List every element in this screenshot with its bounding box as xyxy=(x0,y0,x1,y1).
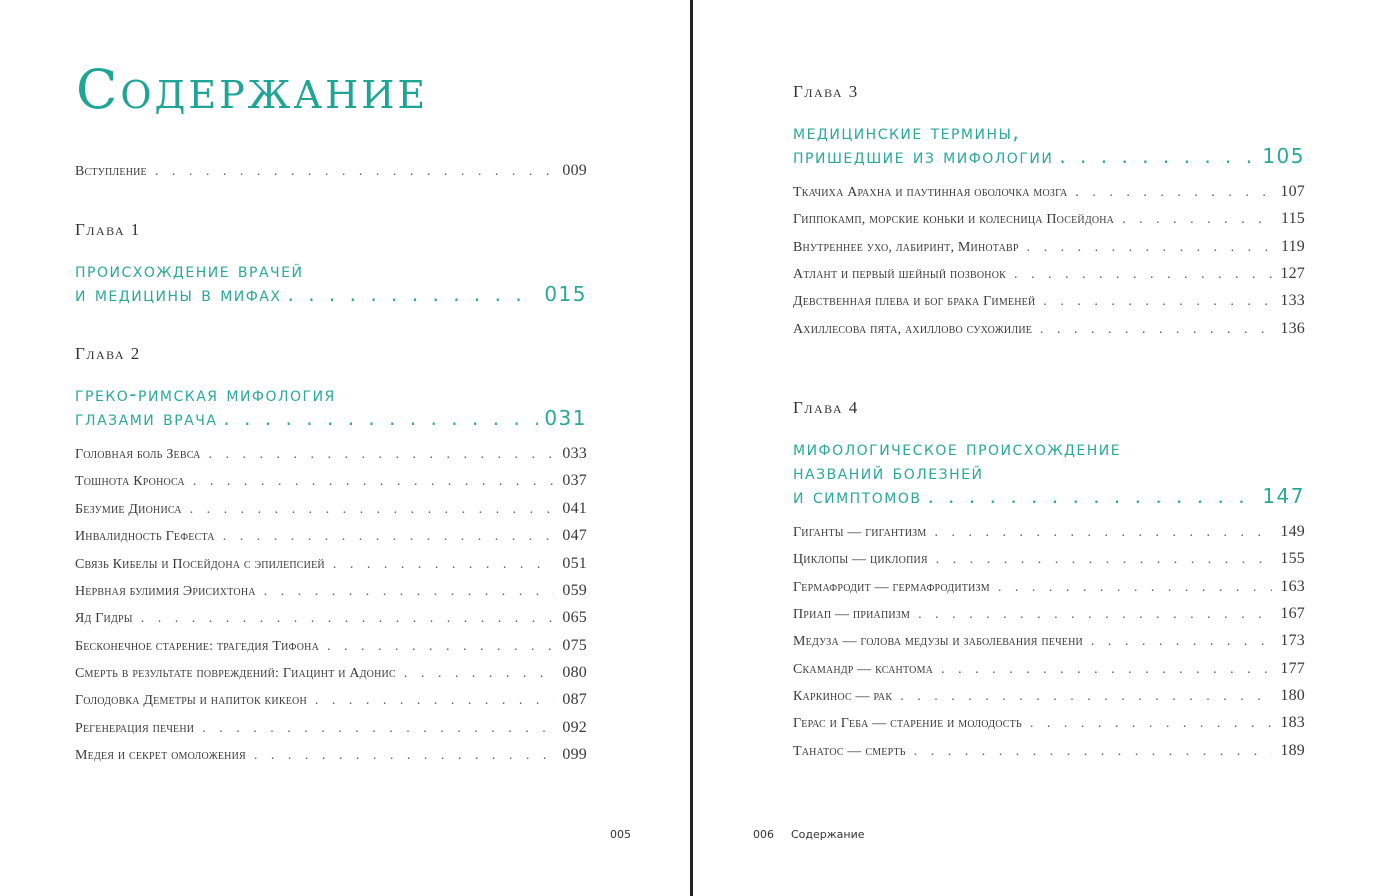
dot-leader xyxy=(900,689,1272,705)
entry-page: 080 xyxy=(562,664,587,681)
dot-leader xyxy=(1091,634,1272,650)
heading-line: и медицины в мифах xyxy=(75,282,282,306)
entry-page: 037 xyxy=(562,472,587,489)
entry-label: Смерть в результате повреждений: Гиацинт и Адонис xyxy=(75,666,396,681)
dot-leader xyxy=(936,552,1273,568)
chapter-1-label: Глава 1 xyxy=(75,220,141,239)
toc-entry[interactable] xyxy=(793,523,1305,541)
dot-leader xyxy=(193,474,555,490)
entry-page: 177 xyxy=(1280,660,1305,677)
entry-page: 133 xyxy=(1280,292,1305,309)
entry-label: Внутреннее ухо, лабиринт, Минотавр xyxy=(793,240,1019,255)
entry-page: 163 xyxy=(1280,578,1305,595)
chapter-page: 105 xyxy=(1262,144,1305,168)
entry-label: Гиппокамп, морские коньки и колесница Посейдона xyxy=(793,212,1115,227)
entry-page: 127 xyxy=(1280,265,1305,282)
heading-line: медицинские термины, xyxy=(793,120,1021,144)
entry-page: 065 xyxy=(562,609,587,626)
entry-page: 059 xyxy=(562,582,587,599)
entry-label: Инвалидность Гефеста xyxy=(75,529,215,544)
dot-leader xyxy=(223,406,538,430)
dot-leader xyxy=(315,693,555,709)
entry-label: Гермафродит — гермафродитизм xyxy=(793,580,990,595)
toc-entry[interactable] xyxy=(75,719,587,737)
entry-page: 107 xyxy=(1280,183,1305,200)
entry-label: Скамандр — ксантома xyxy=(793,662,934,677)
chapter-page: 147 xyxy=(1262,484,1305,508)
dot-leader xyxy=(914,744,1273,760)
dot-leader xyxy=(1059,144,1256,168)
dot-leader xyxy=(333,557,555,573)
dot-leader xyxy=(1075,185,1272,201)
entry-page: 047 xyxy=(562,527,587,544)
entry-page: 189 xyxy=(1280,742,1305,759)
entry-label: Атлант и первый шейный позвонок xyxy=(793,267,1007,282)
entry-label: Циклопы — циклопия xyxy=(793,552,928,567)
entry-page: 099 xyxy=(562,746,587,763)
dot-leader xyxy=(1043,294,1272,310)
heading-line: пришедшие из мифологии xyxy=(793,144,1054,168)
heading-line: греко-римская мифология xyxy=(75,382,336,406)
toc-entry[interactable] xyxy=(793,660,1305,678)
toc-entry[interactable] xyxy=(793,687,1305,705)
toc-entry[interactable] xyxy=(75,527,587,545)
dot-leader xyxy=(155,164,555,180)
chapter-page: 015 xyxy=(544,282,587,306)
entry-page: 149 xyxy=(1280,523,1305,540)
entry-page: 075 xyxy=(562,637,587,654)
entry-page: 115 xyxy=(1280,210,1305,227)
entry-label: Голодовка Деметры и напиток кикеон xyxy=(75,693,307,708)
entry-page: 167 xyxy=(1280,605,1305,622)
entry-label: Ахиллесова пята, ахиллово сухожилие xyxy=(793,322,1033,337)
toc-entry[interactable] xyxy=(75,664,587,682)
dot-leader xyxy=(223,529,555,545)
dot-leader xyxy=(202,721,554,737)
entry-page: 119 xyxy=(1280,238,1305,255)
heading-line: глазами врача xyxy=(75,406,218,430)
chapter-1-heading[interactable] xyxy=(75,258,587,306)
dot-leader xyxy=(934,525,1272,541)
entry-label: Девственная плева и бог брака Гименей xyxy=(793,294,1036,309)
chapter-2-label: Глава 2 xyxy=(75,344,141,363)
chapter-2-heading[interactable] xyxy=(75,382,587,430)
dot-leader xyxy=(927,484,1256,508)
entry-page: 092 xyxy=(562,719,587,736)
entry-label: Приап — приапизм xyxy=(793,607,911,622)
toc-entry[interactable] xyxy=(75,500,587,518)
right-page xyxy=(693,0,1384,896)
heading-line: мифологическое происхождение xyxy=(793,436,1122,460)
dot-leader xyxy=(1122,212,1273,228)
entry-page: 009 xyxy=(562,162,587,179)
entry-page: 051 xyxy=(562,555,587,572)
heading-line: и симптомов xyxy=(793,484,922,508)
page-number: 006 xyxy=(753,828,774,841)
page-number: 005 xyxy=(610,828,631,841)
toc-entry[interactable] xyxy=(793,632,1305,650)
toc-entry[interactable] xyxy=(75,609,587,627)
entry-page: 136 xyxy=(1280,320,1305,337)
entry-label: Бесконечное старение: трагедия Тифона xyxy=(75,639,320,654)
toc-entry[interactable] xyxy=(793,742,1305,760)
toc-entry[interactable] xyxy=(793,238,1305,256)
toc-entry[interactable] xyxy=(793,578,1305,596)
entry-label: Яд Гидры xyxy=(75,611,133,626)
page-title: Содержание xyxy=(76,58,429,121)
entry-page: 041 xyxy=(562,500,587,517)
left-page xyxy=(0,0,690,896)
toc-entry[interactable] xyxy=(793,605,1305,623)
toc-entry[interactable] xyxy=(793,714,1305,732)
entry-label: Танатос — смерть xyxy=(793,744,906,759)
dot-leader xyxy=(1040,322,1272,338)
entry-label: Каркинос — рак xyxy=(793,689,893,704)
dot-leader xyxy=(1027,240,1273,256)
toc-entry[interactable] xyxy=(793,265,1305,283)
toc-entry-intro[interactable] xyxy=(75,162,587,180)
running-head: Содержание xyxy=(791,828,865,841)
chapter-3-heading[interactable] xyxy=(793,120,1305,168)
entry-page: 087 xyxy=(562,691,587,708)
toc-entry[interactable] xyxy=(75,637,587,655)
dot-leader xyxy=(918,607,1272,623)
entry-page: 033 xyxy=(562,445,587,462)
chapter-4-heading[interactable] xyxy=(793,436,1305,508)
toc-entry[interactable] xyxy=(75,582,587,600)
dot-leader xyxy=(190,502,555,518)
chapter-page: 031 xyxy=(544,406,587,430)
entry-label: Герас и Геба — старение и молодость xyxy=(793,716,1022,731)
entry-label: Медуза — голова медузы и заболевания печени xyxy=(793,634,1083,649)
entry-label: Головная боль Зевса xyxy=(75,447,201,462)
entry-label: Регенерация печени xyxy=(75,721,195,736)
entry-label: Медея и секрет омоложения xyxy=(75,748,246,763)
dot-leader xyxy=(141,611,555,627)
dot-leader xyxy=(941,662,1272,678)
entry-page: 155 xyxy=(1280,550,1305,567)
toc-entry[interactable] xyxy=(75,472,587,490)
entry-page: 180 xyxy=(1280,687,1305,704)
dot-leader xyxy=(264,584,555,600)
dot-leader xyxy=(404,666,555,682)
dot-leader xyxy=(327,639,554,655)
dot-leader xyxy=(1014,267,1272,283)
entry-label: Вступление xyxy=(75,164,147,179)
toc-entry[interactable] xyxy=(75,746,587,764)
entry-label: Гиганты — гигантизм xyxy=(793,525,927,540)
chapter-3-label: Глава 3 xyxy=(793,82,859,101)
entry-label: Ткачиха Арахна и паутинная оболочка мозга xyxy=(793,185,1068,200)
toc-entry[interactable] xyxy=(793,292,1305,310)
dot-leader xyxy=(254,748,555,764)
entry-page: 183 xyxy=(1280,714,1305,731)
dot-leader xyxy=(209,447,555,463)
toc-entry[interactable] xyxy=(793,210,1305,228)
toc-entry[interactable] xyxy=(793,320,1305,338)
chapter-4-label: Глава 4 xyxy=(793,398,859,417)
toc-entry[interactable] xyxy=(793,550,1305,568)
toc-entry[interactable] xyxy=(75,445,587,463)
toc-entry[interactable] xyxy=(75,691,587,709)
heading-line: названий болезней xyxy=(793,460,984,484)
toc-entry[interactable] xyxy=(793,183,1305,201)
dot-leader xyxy=(287,282,538,306)
toc-entry[interactable] xyxy=(75,555,587,573)
entry-label: Безумие Диониса xyxy=(75,502,182,517)
entry-label: Тошнота Кроноса xyxy=(75,474,185,489)
entry-page: 173 xyxy=(1280,632,1305,649)
dot-leader xyxy=(998,580,1273,596)
dot-leader xyxy=(1030,716,1273,732)
entry-label: Связь Кибелы и Посейдона с эпилепсией xyxy=(75,557,325,572)
entry-label: Нервная булимия Эрисихтона xyxy=(75,584,256,599)
heading-line: происхождение врачей xyxy=(75,258,304,282)
